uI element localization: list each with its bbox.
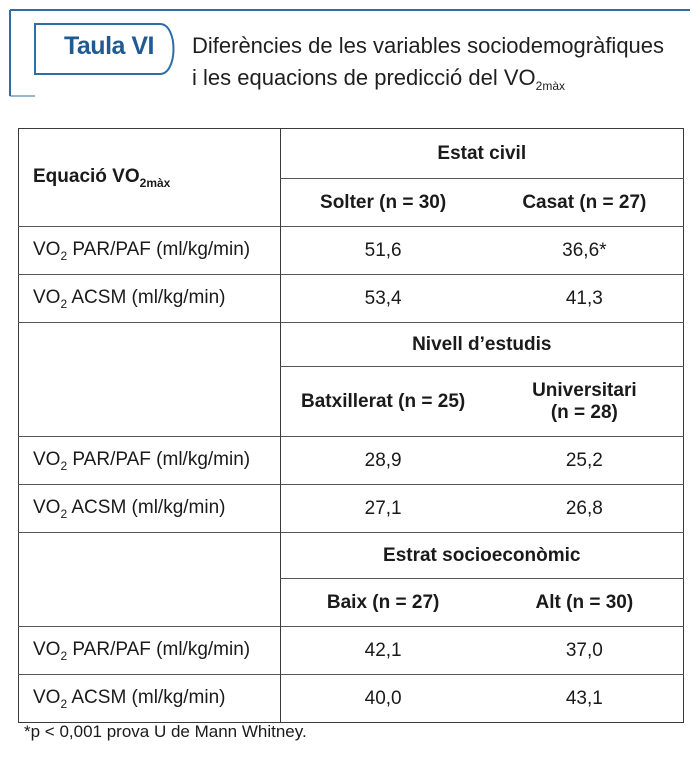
column-header-text: Equació VO — [33, 165, 140, 187]
caption-subscript: 2màx — [535, 79, 565, 93]
section-title-row — [19, 533, 684, 579]
empty-cell — [19, 323, 281, 437]
table-row — [19, 275, 684, 323]
section-title-row — [19, 323, 684, 367]
value-cell: 28,9 — [280, 437, 486, 485]
empty-cell — [19, 533, 281, 627]
column-header-equation — [19, 129, 281, 227]
row-label: $VO_2$ ACSM (ml/kg/min) — [19, 275, 281, 323]
value-cell: 53,4 — [280, 275, 486, 323]
value-cell: 41,3 — [486, 275, 684, 323]
value-cell: 26,8 — [486, 485, 684, 533]
table-row — [19, 485, 684, 533]
value-cell: 51,6 — [280, 227, 486, 275]
row-label: $VO_2$ PAR/PAF (ml/kg/min) — [19, 627, 281, 675]
row-label: $VO_2$ ACSM (ml/kg/min) — [19, 675, 281, 723]
row-label: $VO_2$ PAR/PAF (ml/kg/min) — [19, 227, 281, 275]
group-header-1: Baix (n = 27) — [280, 579, 486, 627]
footnote: *p < 0,001 prova U de Mann Whitney. — [24, 722, 307, 741]
table-header — [0, 0, 700, 110]
value-cell: 43,1 — [486, 675, 684, 723]
value-cell: 37,0 — [486, 627, 684, 675]
group-header-2: Universitari (n = 28) — [532, 379, 637, 423]
value-cell: 27,1 — [280, 485, 486, 533]
caption-line-2 — [192, 62, 692, 102]
table-row — [19, 227, 684, 275]
column-header-subscript: 2màx — [139, 175, 171, 190]
caption-line-1: Diferències de les variables sociodemogràfiques — [192, 33, 665, 58]
value-cell: 25,2 — [486, 437, 684, 485]
section-title-row — [19, 129, 684, 179]
table-row — [19, 627, 684, 675]
table-row — [19, 675, 684, 723]
row-label: $VO_2$ ACSM (ml/kg/min) — [19, 485, 281, 533]
caption-line-2-text: i les equacions de predicció del VO — [192, 65, 536, 90]
table-row — [19, 437, 684, 485]
table-number: Taula VI — [63, 32, 154, 60]
section-title: Estrat socioeconòmic — [280, 533, 683, 579]
section-title: Estat civil — [280, 129, 683, 179]
table-number-tab — [35, 23, 175, 73]
value-cell: 36,6* — [486, 227, 684, 275]
group-header-1: Batxillerat (n = 25) — [280, 367, 486, 437]
value-cell: 40,0 — [280, 675, 486, 723]
section-title: Nivell d’estudis — [280, 323, 683, 367]
row-label: $VO_2$ PAR/PAF (ml/kg/min) — [19, 437, 281, 485]
value-cell: 42,1 — [280, 627, 486, 675]
results-table — [18, 128, 684, 723]
group-header-2: Casat (n = 27) — [522, 191, 647, 213]
group-header-1: Solter (n = 30) — [280, 179, 486, 227]
group-header-2: Alt (n = 30) — [535, 591, 634, 613]
table-caption — [192, 30, 692, 102]
